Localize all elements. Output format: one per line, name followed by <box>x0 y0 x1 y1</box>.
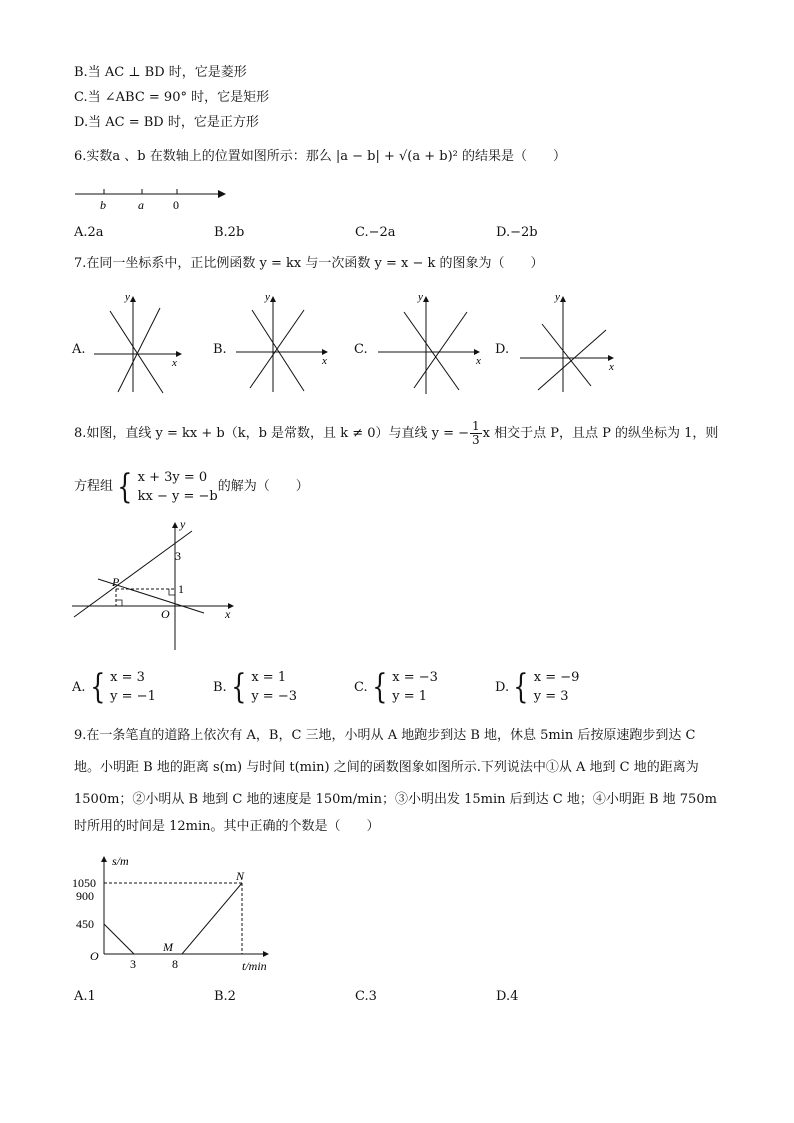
q8-stem-line1 <box>74 420 718 447</box>
q9-x-axis-label: t/min <box>242 959 267 973</box>
q8-point-p: P <box>112 575 120 589</box>
q8-label-3: 3 <box>175 549 181 563</box>
q8-option-c-brace: { <box>371 667 388 707</box>
q8-frac-num: 1 <box>472 419 480 433</box>
q7c-x-label: x <box>476 355 481 367</box>
q9-option-c: C.3 <box>355 989 377 1004</box>
q8-stem-line2-a: 方程组 <box>74 479 114 494</box>
q9-origin: O <box>90 949 99 963</box>
q7-graph-b <box>232 288 332 398</box>
q8-x-label: x <box>225 607 231 621</box>
q9-line1: 9.在一条笔直的道路上依次有 A，B，C 三地，小明从 A 地跑步到达 B 地，休息 5min 后按原速跑步到达 C <box>74 728 696 743</box>
q8-stem-line2-b: 的解为（ ） <box>217 479 309 494</box>
q8-label-1: 1 <box>178 582 184 596</box>
q7a-y-label: y <box>125 291 130 303</box>
q9-line3: 1500m；②小明从 B 地到 C 地的速度是 150m/min；③小明出发 15min 后到达 C 地；④小明距 B 地 750m <box>74 792 717 807</box>
q8-sys-row2: kx − y = −b <box>137 489 218 504</box>
q8-option-b-row2: y = −3 <box>251 689 297 704</box>
q6-option-c: C.−2a <box>355 225 396 240</box>
q9-line2: 地。小明距 B 地的距离 s(m) 与时间 t(min) 之间的函数图象如图所示.下列说法中①从 A 地到 C 地的距离为 <box>74 760 699 775</box>
q6-number-line <box>70 182 230 212</box>
q7-option-c-label: C. <box>354 342 368 357</box>
q8-option-d-row2: y = 3 <box>533 689 569 704</box>
q8-option-c-label: C. <box>354 679 368 695</box>
q7a-x-label: x <box>172 357 177 369</box>
q7b-y-label: y <box>265 291 270 303</box>
q6-option-b: B.2b <box>214 225 245 240</box>
q9-option-d: D.4 <box>496 989 519 1004</box>
q9-y-axis-label: s/m <box>112 854 129 868</box>
q9-tick-1050: 1050 <box>72 876 96 890</box>
q8-option-a-row2: y = −1 <box>110 689 156 704</box>
q6-option-d: D.−2b <box>496 225 538 240</box>
q8-graph <box>68 518 248 653</box>
q5-option-d: D.当 AC = BD 时，它是正方形 <box>74 115 259 130</box>
q8-option-c-row1: x = −3 <box>392 670 438 685</box>
q9-tick-3: 3 <box>130 957 136 971</box>
q7c-y-label: y <box>418 291 423 303</box>
q8-y-label: y <box>180 518 186 531</box>
q9-option-a: A.1 <box>74 989 96 1004</box>
q9-tick-8: 8 <box>172 957 178 971</box>
q9-tick-450: 450 <box>76 917 94 931</box>
q9-graph <box>70 850 285 975</box>
q6-stem: 6.实数a 、b 在数轴上的位置如图所示：那么 |a − b| + √(a + b)² 的结果是（ ） <box>74 149 567 164</box>
q8-option-d-label: D. <box>495 679 510 695</box>
q7b-x-label: x <box>322 355 327 367</box>
q8-option-d-brace: { <box>513 667 529 707</box>
q8-origin: O <box>161 607 170 621</box>
q7-graph-a <box>90 288 190 398</box>
q8-brace: { <box>117 467 133 507</box>
q8-option-a-brace: { <box>89 667 105 707</box>
q8-option-a <box>72 668 156 706</box>
q8-option-a-label: A. <box>72 679 86 695</box>
q9-point-n: N <box>236 869 245 883</box>
q8-option-d <box>495 668 579 706</box>
q5-option-c: C.当 ∠ABC = 90° 时，它是矩形 <box>74 90 270 105</box>
q7d-x-label: x <box>609 361 614 373</box>
q8-stem-line1-b: x 相交于点 P，且点 P 的纵坐标为 1，则 <box>482 426 719 441</box>
q8-option-a-row1: x = 3 <box>110 670 145 685</box>
q7-graph-d <box>516 288 621 398</box>
q7-option-a-label: A. <box>72 342 86 357</box>
q5-option-b: B.当 AC ⊥ BD 时，它是菱形 <box>74 65 247 80</box>
q9-option-b: B.2 <box>214 989 236 1004</box>
q7-option-b-label: B. <box>213 342 227 357</box>
q8-sys-row1: x + 3y = 0 <box>137 470 208 485</box>
q7-option-d-label: D. <box>495 342 510 357</box>
q7-graph-c <box>372 288 487 398</box>
q8-option-b <box>213 668 297 706</box>
q9-tick-900: 900 <box>76 889 94 903</box>
q8-stem-line2 <box>74 468 309 506</box>
q8-option-d-row1: x = −9 <box>533 670 580 685</box>
q8-option-b-row1: x = 1 <box>251 670 287 685</box>
numberline-label-a: a <box>138 198 144 212</box>
numberline-label-0: 0 <box>173 198 179 212</box>
q8-frac-den: 3 <box>472 433 480 447</box>
q9-point-m: M <box>163 940 173 954</box>
q6-option-a: A.2a <box>74 225 104 240</box>
q8-fraction <box>470 420 482 447</box>
q7d-y-label: y <box>555 291 560 303</box>
numberline-label-b: b <box>100 198 106 212</box>
q8-option-b-label: B. <box>213 679 227 695</box>
q8-option-b-brace: { <box>230 667 247 707</box>
q7-stem: 7.在同一坐标系中，正比例函数 y = kx 与一次函数 y = x − k 的图象为（ ） <box>74 256 544 271</box>
q8-equation-system <box>138 468 218 506</box>
q8-stem-line1-a: 8.如图，直线 y = kx + b（k，b 是常数，且 k ≠ 0）与直线 y = − <box>74 426 470 441</box>
q8-option-c-row2: y = 1 <box>392 689 428 704</box>
q8-option-c <box>354 668 438 706</box>
q9-line4: 时所用的时间是 12min。其中正确的个数是（ ） <box>74 819 380 834</box>
